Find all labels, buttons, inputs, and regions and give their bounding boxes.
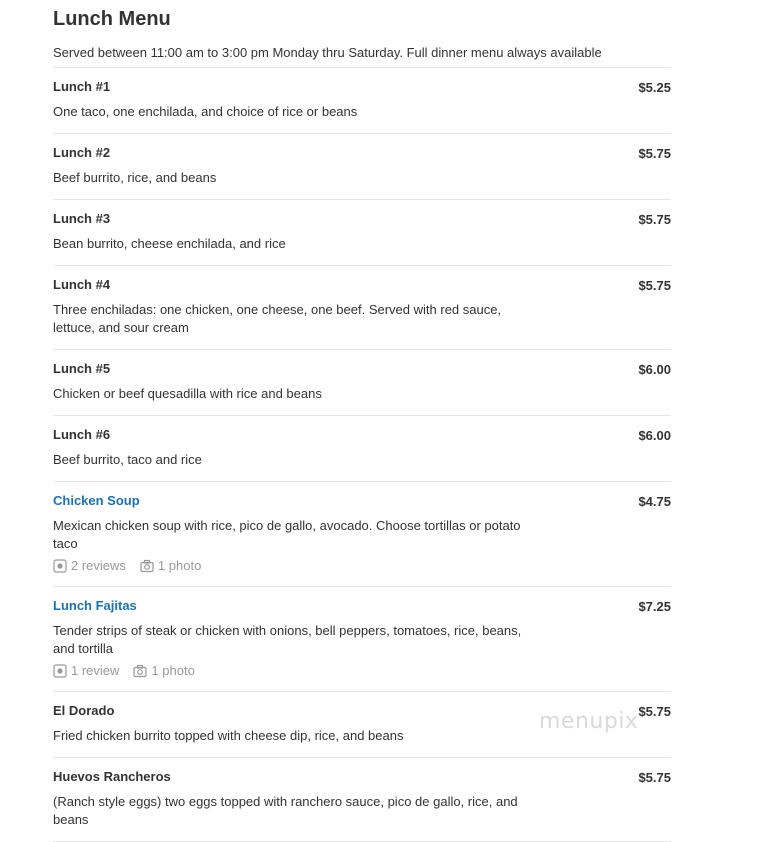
item-description: (Ranch style eggs) two eggs topped with ranchero sauce, pico de gallo, rice, and beans bbox=[53, 794, 518, 827]
item-description: Beef burrito, taco and rice bbox=[53, 452, 202, 467]
menu-item bbox=[53, 200, 671, 266]
menu-item bbox=[53, 266, 671, 350]
item-price: $5.75 bbox=[638, 278, 671, 293]
camera-icon bbox=[140, 559, 154, 573]
item-price: $7.25 bbox=[638, 599, 671, 614]
item-name: Lunch #5 bbox=[53, 361, 111, 376]
menu-title: Lunch Menu bbox=[53, 8, 171, 30]
item-description: Tender strips of steak or chicken with onions, bell peppers, tomatoes, rice, beans, and tortilla bbox=[53, 623, 522, 656]
review-icon bbox=[53, 559, 67, 573]
item-name: Lunch #2 bbox=[53, 145, 111, 160]
photos-count: 1 photo bbox=[157, 558, 202, 573]
menupix-watermark: menupix bbox=[539, 709, 639, 734]
menu-item bbox=[53, 482, 671, 587]
item-meta bbox=[53, 557, 671, 574]
item-description: Bean burrito, cheese enchilada, and rice bbox=[53, 236, 286, 251]
item-description: One taco, one enchilada, and choice of rice or beans bbox=[53, 104, 358, 119]
review-icon bbox=[53, 664, 67, 678]
item-name: El Dorado bbox=[53, 703, 115, 718]
item-meta bbox=[53, 662, 671, 679]
reviews-link[interactable] bbox=[53, 557, 126, 574]
photos-link[interactable] bbox=[133, 662, 194, 679]
menu-item bbox=[53, 758, 671, 842]
photos-link[interactable] bbox=[140, 557, 201, 574]
menu-item bbox=[53, 68, 671, 134]
item-name-link[interactable]: Chicken Soup bbox=[53, 493, 140, 508]
item-description: Beef burrito, rice, and beans bbox=[53, 170, 217, 185]
item-name: Huevos Rancheros bbox=[53, 769, 171, 784]
item-name: Lunch #6 bbox=[53, 427, 111, 442]
item-price: $5.75 bbox=[638, 212, 671, 227]
reviews-count: 2 reviews bbox=[71, 558, 126, 573]
photos-count: 1 photo bbox=[151, 663, 195, 678]
item-price: $5.75 bbox=[638, 704, 671, 719]
item-name: Lunch #4 bbox=[53, 277, 111, 292]
menu-item bbox=[53, 134, 671, 200]
camera-icon bbox=[133, 664, 147, 678]
item-name: Lunch #1 bbox=[53, 79, 111, 94]
item-price: $6.00 bbox=[638, 428, 671, 443]
menu-item bbox=[53, 587, 671, 692]
item-name: Lunch #3 bbox=[53, 211, 111, 226]
reviews-count: 1 review bbox=[71, 663, 120, 678]
menu-subtitle: Served between 11:00 am to 3:00 pm Monday thru Saturday. Full dinner menu always available bbox=[53, 45, 602, 60]
item-price: $5.25 bbox=[638, 80, 671, 95]
item-price: $5.75 bbox=[638, 146, 671, 161]
item-price: $5.75 bbox=[638, 770, 671, 785]
item-description: Three enchiladas: one chicken, one cheese, one beef. Served with red sauce, lettuce, and sour cream bbox=[53, 302, 502, 335]
item-price: $6.00 bbox=[638, 362, 671, 377]
item-price: $4.75 bbox=[638, 494, 671, 509]
reviews-link[interactable] bbox=[53, 662, 119, 679]
item-description: Chicken or beef quesadilla with rice and beans bbox=[53, 386, 322, 401]
menu-item bbox=[53, 416, 671, 482]
item-description: Fried chicken burrito topped with cheese dip, rice, and beans bbox=[53, 728, 404, 743]
menu-item bbox=[53, 350, 671, 416]
item-description: Mexican chicken soup with rice, pico de gallo, avocado. Choose tortillas or potato taco bbox=[53, 518, 521, 551]
item-name-link[interactable]: Lunch Fajitas bbox=[53, 598, 137, 613]
